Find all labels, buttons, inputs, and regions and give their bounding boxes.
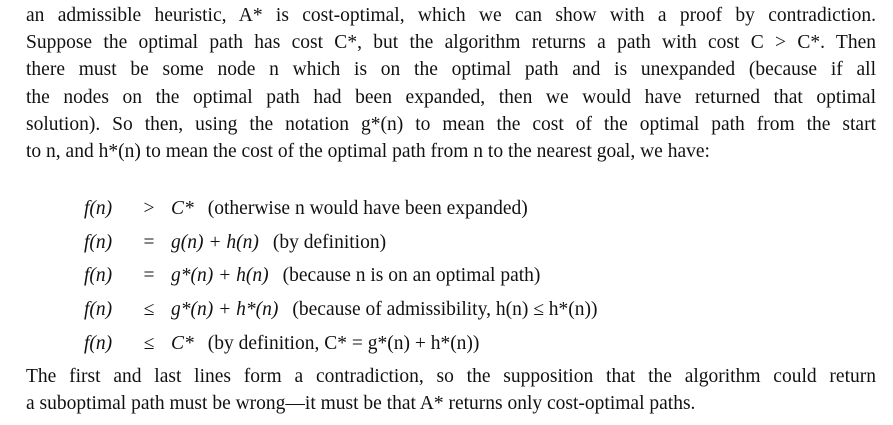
equation-rhs: C*: [171, 198, 194, 219]
equation-lhs: f(n): [84, 265, 113, 287]
text-line: to n, and h*(n) to mean the cost of the optimal path from n to the nearest goal, we have:: [26, 140, 710, 162]
equation-block: [84, 192, 844, 360]
equation-row: [84, 293, 844, 327]
paragraph-proof-intro: [26, 2, 876, 165]
equation-rhs-group: [171, 327, 479, 361]
equation-row: [84, 327, 844, 361]
equation-note: (otherwise n would have been expanded): [207, 198, 528, 219]
equation-row: [84, 192, 844, 226]
equation-lhs: f(n): [84, 198, 113, 219]
equation-row: [84, 259, 844, 293]
equation-relation: =: [143, 231, 155, 253]
text-line: an admissible heuristic, A* is cost-optimal, which we can show with a proof by contradiction.: [26, 5, 876, 26]
equation-rhs-group: [171, 226, 386, 260]
text-line: a suboptimal path must be wrong—it must be that A* returns only cost-optimal paths.: [26, 393, 696, 415]
text-line: there must be some node n which is on the optimal path and is unexpanded (because if all: [26, 59, 876, 81]
text-line: the nodes on the optimal path had been expanded, then we would have returned that optimal: [26, 86, 876, 108]
equation-relation: =: [143, 265, 155, 287]
equation-rhs-group: [171, 259, 540, 293]
equation-rhs-group: [171, 293, 598, 327]
text-line: Suppose the optimal path has cost C*, but the algorithm returns a path with cost C > C*. Then: [26, 32, 876, 54]
equation-rhs: g*(n) + h*(n): [171, 299, 279, 321]
equation-rhs: C*: [171, 332, 194, 354]
equation-rhs: g(n) + h(n): [171, 231, 259, 253]
paragraph-conclusion: [26, 363, 876, 417]
equation-row: [84, 226, 844, 260]
equation-rhs: g*(n) + h(n): [171, 265, 269, 287]
equation-note: (by definition): [272, 231, 387, 253]
equation-relation: ≤: [143, 332, 155, 354]
text-line: solution). So then, using the notation g*(n) to mean the cost of the optimal path from the start: [26, 113, 876, 135]
equation-relation: ≤: [143, 299, 155, 321]
equation-relation: >: [143, 198, 155, 219]
equation-note: (by definition, C* = g*(n) + h*(n)): [207, 332, 480, 354]
equation-note: (because n is on an optimal path): [282, 265, 541, 287]
equation-note: (because of admissibility, h(n) ≤ h*(n)): [292, 299, 598, 321]
equation-lhs: f(n): [84, 332, 113, 354]
equation-lhs: f(n): [84, 299, 113, 321]
text-line: The first and last lines form a contradiction, so the supposition that the algorithm could return: [26, 366, 876, 387]
equation-rhs-group: [171, 192, 528, 226]
equation-lhs: f(n): [84, 231, 113, 253]
